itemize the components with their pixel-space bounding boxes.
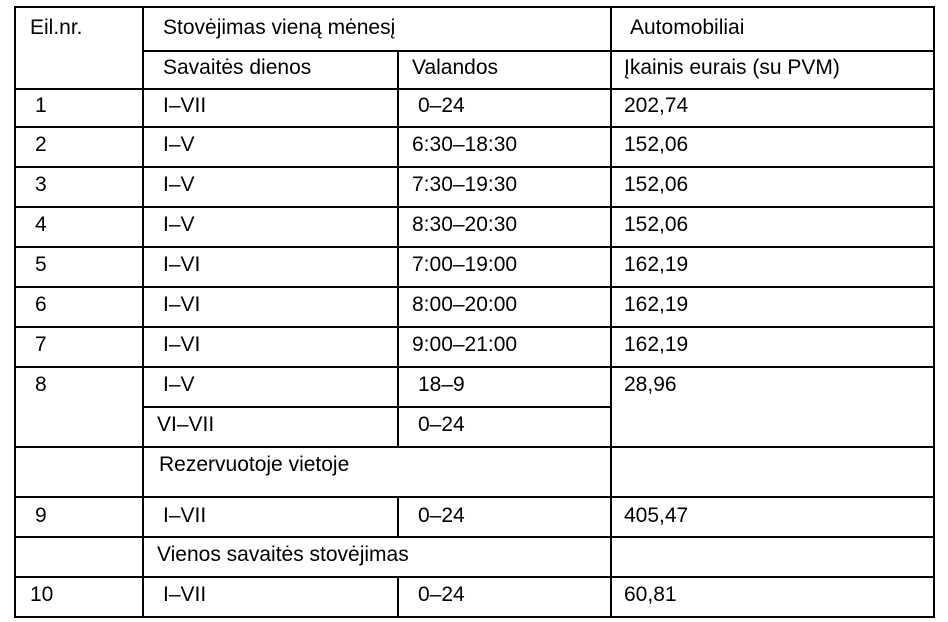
- header-col-price: Įkainis eurais (su PVM): [624, 56, 840, 79]
- row-9-no: 9: [35, 504, 47, 527]
- row-10-price: 60,81: [624, 583, 677, 606]
- section-week-title: Vienos savaitės stovėjimas: [157, 543, 409, 566]
- border-col2: [397, 496, 399, 538]
- border-top: [14, 6, 935, 8]
- border-row: [14, 576, 935, 578]
- border-under-header: [14, 88, 935, 90]
- row-8-hours-b: 0–24: [418, 413, 465, 436]
- row-5-no: 5: [35, 253, 47, 276]
- border-row: [14, 326, 935, 328]
- border-row: [14, 366, 935, 368]
- header-group-title: Stovėjimas vieną mėnesį: [163, 16, 396, 39]
- row-10-no: 10: [30, 583, 54, 606]
- row-7-price: 162,19: [624, 333, 689, 356]
- row-4-days: I–V: [163, 213, 195, 236]
- row-5-days: I–VI: [163, 253, 201, 276]
- row-1-days: I–VII: [163, 94, 207, 117]
- border-left: [14, 6, 16, 618]
- row-3-days: I–V: [163, 173, 195, 196]
- row-8-days-b: VI–VII: [157, 413, 215, 436]
- border-row8-split: [142, 406, 611, 408]
- row-6-hours: 8:00–20:00: [412, 293, 518, 316]
- row-8-days-a: I–V: [163, 373, 195, 396]
- row-2-no: 2: [35, 133, 47, 156]
- border-row: [14, 536, 935, 538]
- row-2-price: 152,06: [624, 133, 689, 156]
- border-col3: [610, 6, 612, 618]
- border-row: [14, 206, 935, 208]
- row-4-hours: 8:30–20:30: [412, 213, 518, 236]
- border-col2: [397, 576, 399, 618]
- row-6-days: I–VI: [163, 293, 201, 316]
- row-10-hours: 0–24: [418, 583, 465, 606]
- border-row: [14, 126, 935, 128]
- border-row: [14, 166, 935, 168]
- header-col-hours: Valandos: [412, 56, 499, 79]
- row-8-price: 28,96: [624, 373, 677, 396]
- row-1-hours: 0–24: [418, 94, 465, 117]
- row-4-price: 152,06: [624, 213, 689, 236]
- row-8-no: 8: [35, 373, 47, 396]
- row-1-no: 1: [35, 94, 47, 117]
- border-row: [14, 496, 935, 498]
- row-6-no: 6: [35, 293, 47, 316]
- row-7-no: 7: [35, 333, 47, 356]
- row-9-price: 405,47: [624, 504, 689, 527]
- border-row: [14, 286, 935, 288]
- border-col2: [397, 50, 399, 448]
- row-4-no: 4: [35, 213, 47, 236]
- row-2-hours: 6:30–18:30: [412, 133, 518, 156]
- border-right: [933, 6, 935, 618]
- row-3-no: 3: [35, 173, 47, 196]
- row-6-price: 162,19: [624, 293, 689, 316]
- border-row: [14, 246, 935, 248]
- header-group-right: Automobiliai: [630, 16, 745, 39]
- row-8-hours-a: 18–9: [418, 373, 465, 396]
- row-7-hours: 9:00–21:00: [412, 333, 518, 356]
- border-row: [14, 446, 935, 448]
- row-5-hours: 7:00–19:00: [412, 253, 518, 276]
- row-5-price: 162,19: [624, 253, 689, 276]
- row-7-days: I–VI: [163, 333, 201, 356]
- header-col-days: Savaitės dienos: [163, 56, 312, 79]
- section-reserved-title: Rezervuotoje vietoje: [159, 453, 350, 476]
- row-10-days: I–VII: [163, 583, 207, 606]
- border-bottom: [14, 616, 935, 618]
- border-under-group-header: [142, 50, 935, 52]
- row-9-days: I–VII: [163, 504, 207, 527]
- row-1-price: 202,74: [624, 94, 689, 117]
- row-9-hours: 0–24: [418, 504, 465, 527]
- row-3-price: 152,06: [624, 173, 689, 196]
- row-2-days: I–V: [163, 133, 195, 156]
- row-3-hours: 7:30–19:30: [412, 173, 518, 196]
- border-col1: [142, 6, 144, 618]
- header-col-no: Eil.nr.: [30, 16, 83, 39]
